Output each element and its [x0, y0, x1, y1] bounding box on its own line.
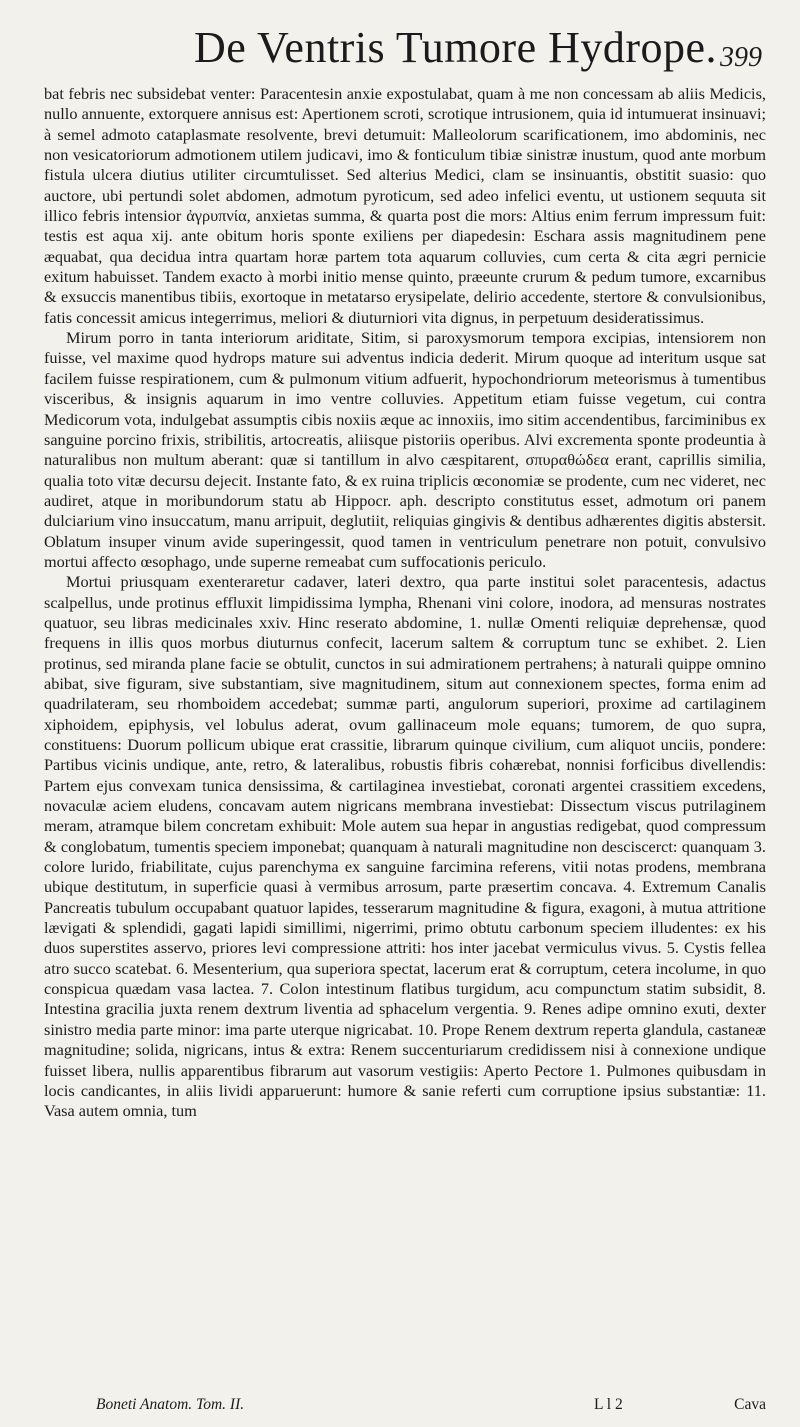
- footer-signature-mark: L l 2: [594, 1396, 623, 1413]
- paragraph-continued: bat febris nec subsidebat venter: Paracentesin anxie expostulabat, quam à me non concessam ab aliis Medicis, nullo annuente, extorquere annisus est: Apertionem scroti, scrotique intrusionem, quia id intumuerat insinuavi; à semel admoto cataplasmate resolvente, brevi detumuit: Malleolorum scarificationem, imo abdominis, nec non vesicatoriorum admotionem utilem judicavi, imo & fonticulum tibiæ sinistræ inustum, quod ante morbum fistula ulcera diutius utiliter circumtulisset. Sed alterius Medici, clam se insinuantis, obstitit suasio: quo auctore, ubi pertundi solet abdomen, admotum pyroticum, sed adeo infelici eventu, ut ustionem sequuta sit illico febris intensior ἀγρυπνία, anxietas summa, & quarta post die mors: Altius enim ferrum impressum fuit: testis est aqua xij. ante obitum horis sponte exiliens per diapedesin: Eschara assis magnitudinem pene æquabat, qua decidua intra quartam horæ partem tota aquarum colluvies, cum certa & cita ægri pernicie exitum habuisset. Tandem exacto à morbi initio mense quinto, præeunte crurum & pedum tumore, excarnibus & exsuccis manentibus tibiis, exortoque in metatarso erysipelate, delirio accedente, stertore & convulsionibus, fatis concessit amicus integerrimus, meliori & diuturniori vita dignus, in perpetuum desideratissimus.: [44, 84, 766, 327]
- body-text: [44, 84, 766, 1122]
- footer-signature-title: Boneti Anatom. Tom. II.: [96, 1396, 245, 1413]
- paragraph-mirum: Mirum porro in tanta interiorum ariditate, Sitim, si paroxysmorum tempora excipias, intensiorem non fuisse, vel maxime quod hydrops mature sui adventus indicia dederit. Mirum quoque ad interitum usque sat facilem fuisse respirationem, cum & pulmonum vitium adfuerit, hypochondriorum meteorismus à tumentibus visceribus, & insignis aquarum in imo ventre colluvies. Appetitum etiam fuisse vegetum, cui contra Medicorum vota, indulgebat assumptis cibis noxiis æque ac innoxiis, imo sitim accendentibus, farciminibus ex sanguine porcino frixis, stribilitis, artocreatis, aliisque pistoriis operibus. Alvi excrementa sponte prodeuntia à naturalibus non multum aberant: quæ si tantillum in alvo cæspitarent, σπυραθώδεα erant, caprillis similia, qualia toto vitæ decursu dejecit. Instante fato, & ex ruina triplicis œconomiæ se prodente, cum nec videret, nec audiret, atque in moribundorum statu ab Hippocr. aph. descripto constitutus esset, admotum ori panem dulciarium vino insuccatum, manu arripuit, deglutiit, reliquias gingivis & dentibus adhærentes digitis abstersit. Oblatum insuper vinum avide superingessit, quod tamen in ventriculum penetrare non potuit, convulsivo mortui affecto œsophago, unde superne remeabat cum suffocationis periculo.: [44, 328, 766, 571]
- paragraph-mortui: Mortui priusquam exenteraretur cadaver, lateri dextro, qua parte institui solet paracentesis, adactus scalpellus, unde protinus effluxit limpidissima lympha, Rhenani vini colore, inodora, ad mensuras nostrates quatuor, seu libras medicinales xxiv. Hinc reserato abdomine, 1. nullæ Omenti reliquiæ deprehensæ, quod frequens in illis quos morbus diuturnus confecit, lacerum saltem & corruptum tunc se exhibet. 2. Lien protinus, sed miranda plane facie se obtulit, cunctos in sui admirationem pertrahens; à naturali quippe omnino abibat, sive figuram, sive substantiam, sive magnitudinem, situm aut connexionem spectes, forma enim ad quadrilateram, seu rhomboidem accedebat; summæ parti, angulorum superiori, proxime ad cartilaginem xiphoidem, epiphysis, vel lobulus aderat, ovum gallinaceum mole equans; tumorem, de quo supra, constituens: Duorum pollicum ubique erat crassitie, librarum quinque civilium, cum aliquot unciis, pondere: Partibus vicinis undique, ante, retro, & lateralibus, robustis fibris cohærebat, nonnisi forficibus divellendis: Partem ejus convexam tunica densissima, & cartilaginea investiebat, coronati argentei crassitiem excedens, novaculæ aciem eludens, concavam autem nigricans membrana investiebat: Dissectum viscus putrilaginem meram, atramque bilem concretam exhibuit: Mole autem sua hepar in angustias redigebat, quod compressum & conglobatum, tumentis speciem imponebat; quanquam à naturali magnitudine non desciscerct: quanquam 3. colore lurido, friabilitate, cujus parenchyma ex sanguine farcimina referens, vitii notas prodens, membrana ubique destitutum, in superficie quasi à vermibus arrosum, parte præsertim concava. 4. Extremum Canalis Pancreatis tubulum occupabant quatuor lapides, tesserarum magnitudine & figura, exagoni, à mutua attritione lævigati & splendidi, gagati lapidi simillimi, nigerrimi, primo obtutu carbonum speciem illudentes: ex his duos superstites asservo, priores levi compressione attriti: hos inter jacebat vermiculus vivus. 5. Cystis fellea atro succo scatebat. 6. Mesenterium, qua superiora spectat, lacerum erat & corruptum, cetera incolume, in quo conspicua quædam vasa lactea. 7. Colon intestinum flatibus turgidum, acu compunctum statim subsidit, 8. Intestina gracilia juxta renem dextrum liventia ad sphacelum vergentia. 9. Renes adipe omnino exuti, dexter sinistro media parte minor: ima parte uterque nigricabat. 10. Prope Renem dextrum reperta glandula, castaneæ magnitudine; solida, nigricans, intus & extra: Renem succenturiarum credidissem nisi à connexione undique fuisset libera, nullis apparentibus fibrarum aut vasorum vestigiis: Aperto Pectore 1. Pulmones quibusdam in locis candicantes, in aliis lividi apparuerunt: humore & sanie referti cum corruptione ipsius substantiæ: 11. Vasa autem omnia, tum: [44, 572, 766, 1121]
- page-number: 399: [720, 42, 762, 73]
- footer-catchword: Cava: [734, 1396, 766, 1413]
- running-head: [44, 22, 766, 84]
- running-title: De Ventris Tumore Hydrope.: [194, 23, 718, 72]
- page-footer: [96, 1396, 766, 1418]
